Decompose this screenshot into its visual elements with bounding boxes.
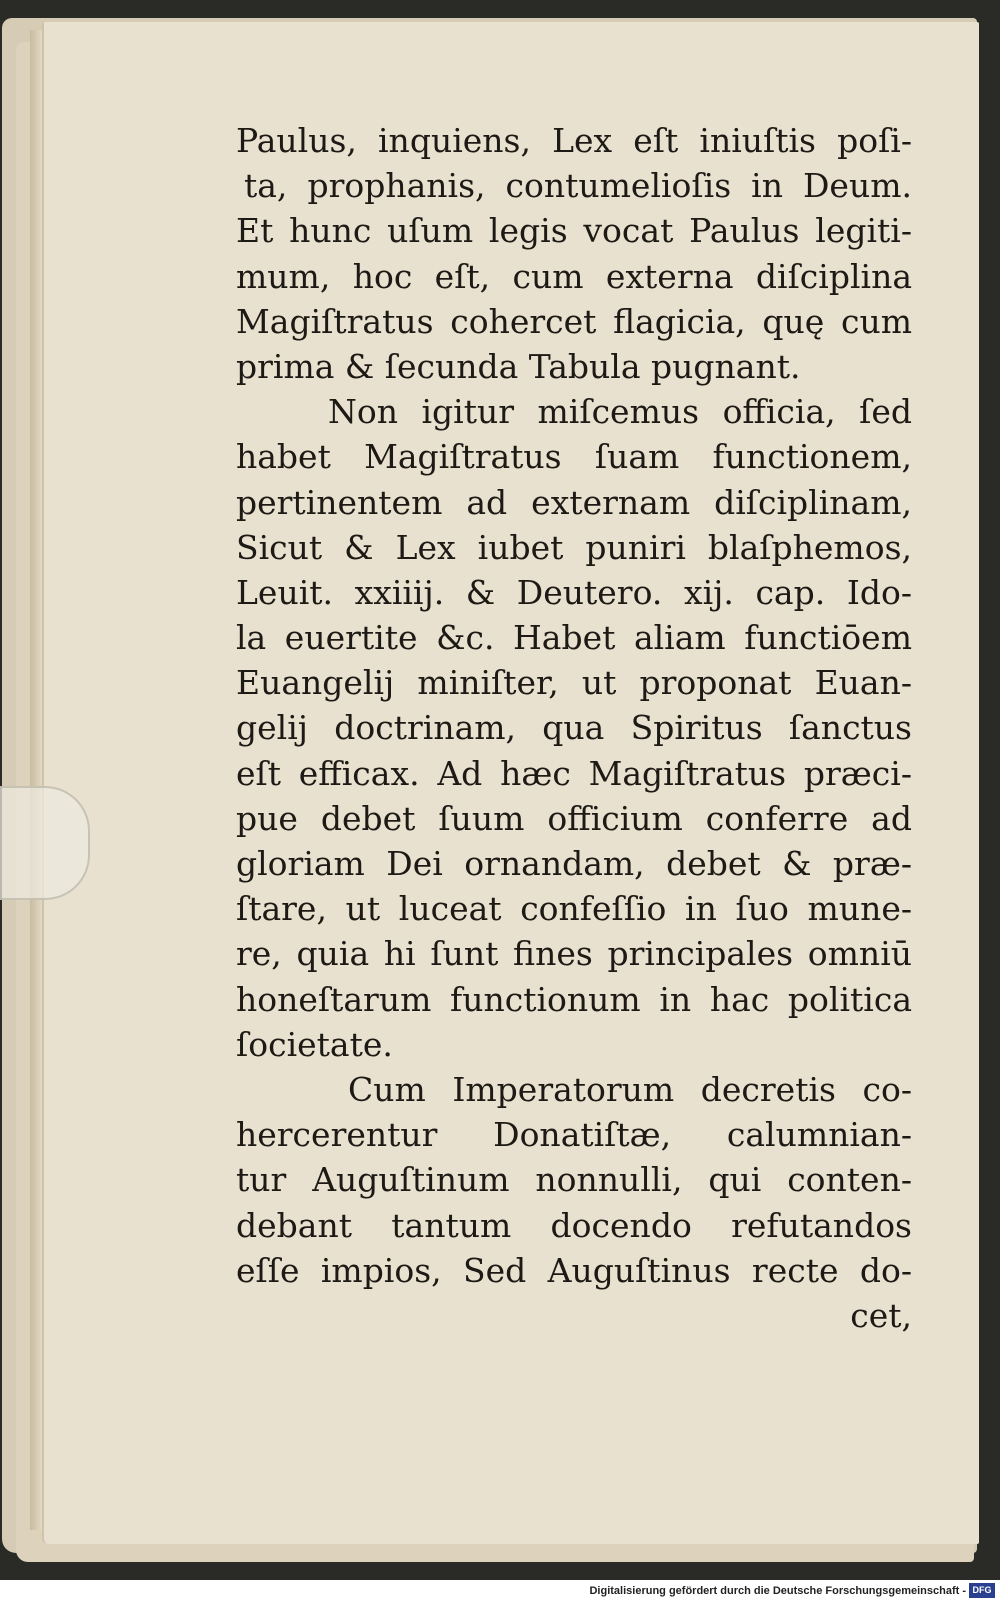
text-line: tur Auguſtinum nonnulli, qui conten- — [236, 1160, 912, 1200]
text-line: Non igitur miſcemus officia, ſed — [328, 392, 912, 432]
text-line: gelij doctrinam, qua Spiritus ſanctus — [236, 708, 912, 748]
text-line: Et hunc uſum legis vocat Paulus legiti- — [236, 211, 912, 251]
text-line: pertinentem ad externam diſciplinam, — [236, 482, 912, 522]
text-line: Sicut & Lex iubet puniri blaſphemos, — [236, 527, 912, 567]
text-line: eſt efficax. Ad hæc Magiſtratus præci- — [236, 753, 912, 793]
text-line: eſſe impios, Sed Auguſtinus recte do- — [236, 1250, 912, 1290]
text-line: hercerentur Donatiſtæ, calumnian- — [236, 1115, 912, 1155]
text-line: gloriam Dei ornandam, debet & præ- — [236, 844, 912, 883]
text-line: la euertite &c. Habet aliam functiōem — [236, 618, 912, 658]
text-line: ta, prophanis, contumelioſis in Deum. — [244, 166, 912, 206]
dfg-logo: DFG — [969, 1583, 995, 1598]
text-line: Cum Imperatorum decretis co- — [348, 1069, 912, 1109]
text-line: Leuit. xxiiij. & Deutero. xij. cap. Ido- — [236, 572, 912, 612]
text-line: Paulus, inquiens, Lex eſt iniuſtis poſi- — [236, 121, 912, 160]
page-clip — [0, 786, 90, 900]
text-line: re, quia hi ſunt fines principales omniū — [236, 934, 912, 974]
text-line: Euangelij miniſter, ut proponat Euan- — [236, 663, 912, 703]
catchword: cet, — [850, 1295, 912, 1335]
text-line: habet Magiſtratus ſuam functionem, — [236, 437, 912, 477]
text-line: Magiſtratus cohercet flagicia, quę cum — [236, 301, 912, 341]
text-line: debant tantum docendo refutandos — [236, 1205, 912, 1245]
page-fore-edge — [30, 30, 42, 1530]
text-line: honeſtarum functionum in hac politica — [236, 979, 912, 1019]
text-line: ſtare, ut luceat confeſſio in ſuo mune- — [236, 889, 912, 929]
text-line: mum, hoc eſt, cum externa diſciplina — [236, 256, 912, 296]
text-line: pue debet ſuum officium conferre ad — [236, 798, 912, 838]
funding-credit: Digitalisierung gefördert durch die Deutsche Forschungsgemeinschaft - — [589, 1585, 966, 1597]
page-text — [236, 118, 912, 1338]
text-line: prima & ſecunda Tabula pugnant. — [236, 346, 801, 386]
text-line: ſocietate. — [236, 1024, 393, 1064]
